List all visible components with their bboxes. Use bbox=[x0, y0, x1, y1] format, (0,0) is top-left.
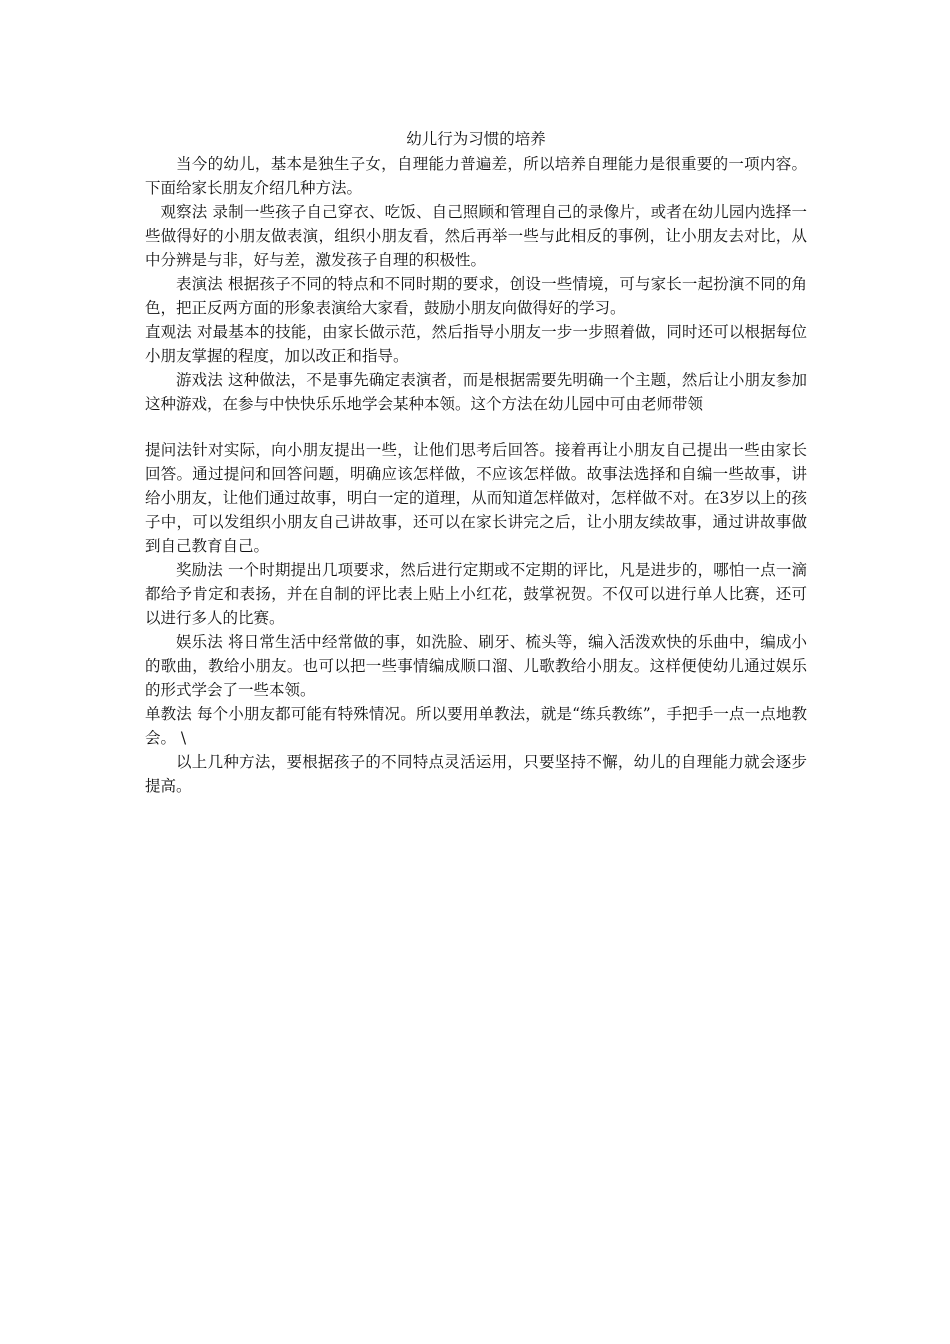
paragraph-reward-method: 奖励法 一个时期提出几项要求，然后进行定期或不定期的评比，凡是进步的，哪怕一点一滴都给予肯定和表扬，并在自制的评比表上贴上小红花，鼓掌祝贺。不仅可以进行单人比赛，还可以进行多人的比赛。 bbox=[145, 561, 807, 627]
paragraph-performance-method: 表演法 根据孩子不同的特点和不同时期的要求，创设一些情境，可与家长一起扮演不同的角色，把正反两方面的形象表演给大家看，鼓励小朋友向做得好的学习。 bbox=[145, 275, 807, 317]
paragraph-game-method: 游戏法 这种做法，不是事先确定表演者，而是根据需要先明确一个主题，然后让小朋友参加这种游戏，在参与中快快乐乐地学会某种本领。这个方法在幼儿园中可由老师带领 bbox=[145, 371, 807, 413]
paragraph-visual-method: 直观法 对最基本的技能，由家长做示范，然后指导小朋友一步一步照着做，同时还可以根据每位小朋友掌握的程度，加以改正和指导。 bbox=[145, 323, 807, 365]
paragraph-question-method: 提问法针对实际，向小朋友提出一些，让他们思考后回答。接着再让小朋友自己提出一些由家长回答。通过提问和回答问题，明确应该怎样做，不应该怎样做。故事法选择和自编一些故事，讲给小朋友，让他们通过故事，明白一定的道理，从而知道怎样做对，怎样做不对。在3岁以上的孩子中，可以发组织小朋友自己讲故事，还可以在家长讲完之后，让小朋友续故事，通过讲故事做到自己教育自己。 bbox=[145, 441, 807, 555]
document-title: 幼儿行为习惯的培养 bbox=[406, 130, 546, 148]
paragraph-intro: 当今的幼儿，基本是独生子女，自理能力普遍差，所以培养自理能力是很重要的一项内容。下面给家长朋友介绍几种方法。 bbox=[145, 155, 807, 197]
paragraph-gap bbox=[145, 416, 807, 438]
paragraph-entertainment-method: 娱乐法 将日常生活中经常做的事，如洗脸、刷牙、梳头等，编入活泼欢快的乐曲中，编成小的歌曲，教给小朋友。也可以把一些事情编成顺口溜、儿歌教给小朋友。这样便使幼儿通过娱乐的形式学会了一些本领。 bbox=[145, 633, 807, 699]
paragraph-single-teaching-method: 单教法 每个小朋友都可能有特殊情况。所以要用单教法，就是“练兵教练”，手把手一点一点地教会。 \ bbox=[145, 705, 807, 747]
paragraph-conclusion: 以上几种方法，要根据孩子的不同特点灵活运用，只要坚持不懈，幼儿的自理能力就会逐步提高。 bbox=[145, 753, 807, 795]
document-body bbox=[145, 128, 807, 798]
paragraph-observation-method: 观察法 录制一些孩子自己穿衣、吃饭、自己照顾和管理自己的录像片，或者在幼儿园内选择一些做得好的小朋友做表演，组织小朋友看，然后再举一些与此相反的事例，让小朋友去对比，从中分辨是与非，好与差，激发孩子自理的积极性。 bbox=[145, 203, 807, 269]
